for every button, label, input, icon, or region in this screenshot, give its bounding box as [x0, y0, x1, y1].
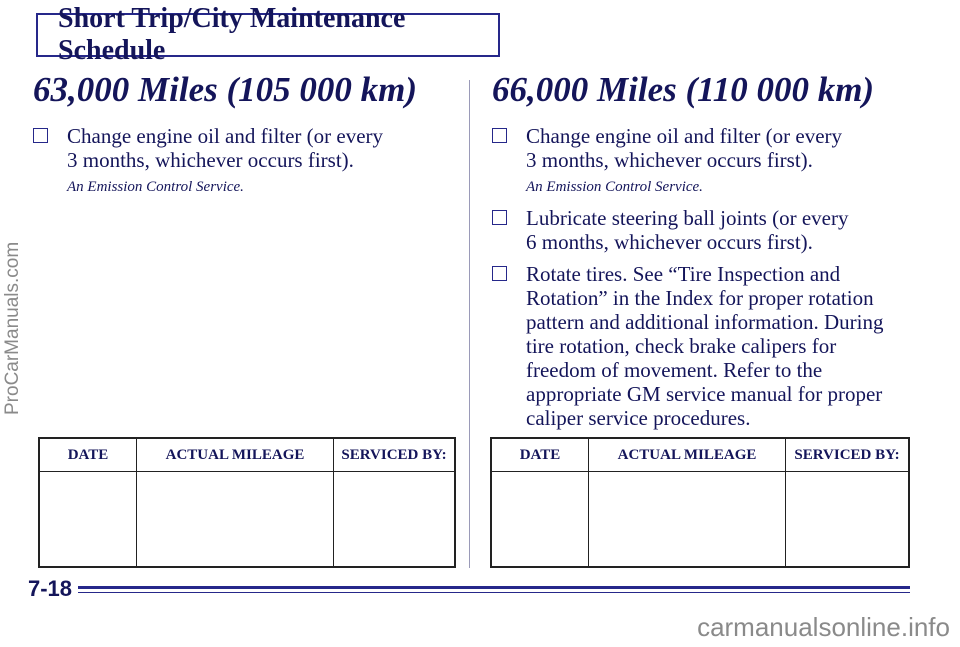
header-actual-mileage: ACTUAL MILEAGE	[589, 438, 786, 472]
item-line: freedom of movement. Refer to the	[526, 358, 823, 382]
checkbox-icon[interactable]	[492, 128, 507, 143]
header-serviced-by: SERVICED BY:	[786, 438, 910, 472]
mileage-cell[interactable]	[589, 472, 786, 568]
item-line: tire rotation, check brake calipers for	[526, 334, 837, 358]
item-line: Change engine oil and filter (or every	[526, 124, 843, 148]
item-line: Lubricate steering ball joints (or every	[526, 206, 849, 230]
item-line: Change engine oil and filter (or every	[67, 124, 384, 148]
item-line: 6 months, whichever occurs first).	[526, 230, 813, 254]
checklist-item	[492, 124, 922, 172]
table-row	[39, 472, 455, 568]
header-date: DATE	[491, 438, 589, 472]
header-title: Short Trip/City Maintenance Schedule	[58, 3, 406, 66]
service-record-table-left	[38, 437, 456, 568]
header-date: DATE	[39, 438, 137, 472]
checkbox-icon[interactable]	[33, 128, 48, 143]
item-line: Rotate tires. See “Tire Inspection and	[526, 262, 841, 286]
item-line: 3 months, whichever occurs first).	[67, 148, 354, 172]
emission-note: An Emission Control Service.	[526, 179, 703, 195]
serviced-by-cell[interactable]	[786, 472, 910, 568]
table-header-row	[39, 438, 455, 472]
right-section-title: 66,000 Miles (110 000 km)	[492, 70, 875, 109]
item-line: appropriate GM service manual for proper	[526, 382, 883, 406]
section-header	[36, 3, 500, 66]
right-column	[492, 70, 922, 438]
left-section-title: 63,000 Miles (105 000 km)	[33, 70, 418, 109]
checklist-item	[492, 262, 922, 430]
side-watermark: ProCarManuals.com	[2, 241, 23, 415]
bottom-watermark: carmanualsonline.info	[697, 612, 950, 642]
table-header-row	[491, 438, 909, 472]
header-serviced-by: SERVICED BY:	[334, 438, 456, 472]
left-column	[33, 70, 453, 206]
item-line: Rotation” in the Index for proper rotation	[526, 286, 874, 310]
item-line: caliper service procedures.	[526, 406, 751, 430]
page-number: 7-18	[28, 576, 73, 601]
date-cell[interactable]	[491, 472, 589, 568]
table-row	[491, 472, 909, 568]
footer-rule-thin	[78, 592, 910, 593]
checklist-item	[33, 124, 453, 172]
emission-note: An Emission Control Service.	[67, 179, 244, 195]
service-record-table-right	[490, 437, 910, 568]
header-actual-mileage: ACTUAL MILEAGE	[137, 438, 334, 472]
date-cell[interactable]	[39, 472, 137, 568]
mileage-cell[interactable]	[137, 472, 334, 568]
footer-rule	[78, 586, 910, 589]
column-divider	[469, 80, 470, 568]
item-line: pattern and additional information. During	[526, 310, 884, 334]
serviced-by-cell[interactable]	[334, 472, 456, 568]
checkbox-icon[interactable]	[492, 266, 507, 281]
checklist-item	[492, 206, 922, 254]
item-line: 3 months, whichever occurs first).	[526, 148, 813, 172]
checkbox-icon[interactable]	[492, 210, 507, 225]
